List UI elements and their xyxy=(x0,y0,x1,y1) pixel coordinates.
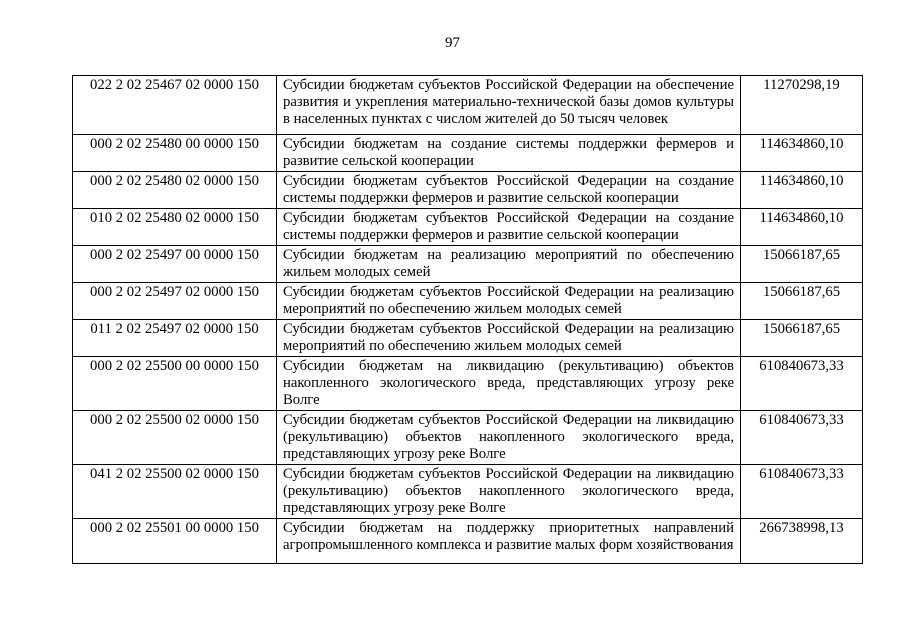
description-cell: Субсидии бюджетам субъектов Российской Федерации на создание системы поддержки фермеров и развитие сельской кооперации xyxy=(277,209,741,246)
budget-table xyxy=(72,75,863,564)
table-row xyxy=(73,172,863,209)
amount-cell: 114634860,10 xyxy=(741,172,863,209)
code-cell: 000 2 02 25500 02 0000 150 xyxy=(73,411,277,465)
description-cell: Субсидии бюджетам на реализацию мероприятий по обеспечению жильем молодых семей xyxy=(277,246,741,283)
table-row xyxy=(73,320,863,357)
code-cell: 022 2 02 25467 02 0000 150 xyxy=(73,76,277,135)
code-cell: 000 2 02 25501 00 0000 150 xyxy=(73,519,277,564)
table-row xyxy=(73,135,863,172)
amount-cell: 610840673,33 xyxy=(741,465,863,519)
description-cell: Субсидии бюджетам субъектов Российской Федерации на ликвидацию (рекультивацию) объектов накопленного экологического вреда, представляющих угрозу реке Волге xyxy=(277,465,741,519)
description-cell: Субсидии бюджетам субъектов Российской Федерации на создание системы поддержки фермеров и развитие сельской кооперации xyxy=(277,172,741,209)
amount-cell: 15066187,65 xyxy=(741,320,863,357)
code-cell: 011 2 02 25497 02 0000 150 xyxy=(73,320,277,357)
description-cell: Субсидии бюджетам субъектов Российской Федерации на обеспечение развития и укрепления материально-технической базы домов культуры в населенных пунктах с числом жителей до 50 тысяч человек xyxy=(277,76,741,135)
amount-cell: 266738998,13 xyxy=(741,519,863,564)
amount-cell: 114634860,10 xyxy=(741,209,863,246)
table-row xyxy=(73,209,863,246)
table-row xyxy=(73,465,863,519)
code-cell: 000 2 02 25480 00 0000 150 xyxy=(73,135,277,172)
code-cell: 000 2 02 25497 02 0000 150 xyxy=(73,283,277,320)
code-cell: 000 2 02 25497 00 0000 150 xyxy=(73,246,277,283)
code-cell: 041 2 02 25500 02 0000 150 xyxy=(73,465,277,519)
description-cell: Субсидии бюджетам субъектов Российской Федерации на ликвидацию (рекультивацию) объектов накопленного экологического вреда, представляющих угрозу реке Волге xyxy=(277,411,741,465)
table-row xyxy=(73,246,863,283)
description-cell: Субсидии бюджетам субъектов Российской Федерации на реализацию мероприятий по обеспечению жильем молодых семей xyxy=(277,320,741,357)
budget-table-body xyxy=(73,76,863,564)
amount-cell: 114634860,10 xyxy=(741,135,863,172)
table-row xyxy=(73,283,863,320)
amount-cell: 15066187,65 xyxy=(741,246,863,283)
table-row xyxy=(73,357,863,411)
code-cell: 000 2 02 25500 00 0000 150 xyxy=(73,357,277,411)
description-cell: Субсидии бюджетам на ликвидацию (рекультивацию) объектов накопленного экологического вреда, представляющих угрозу реке Волге xyxy=(277,357,741,411)
amount-cell: 610840673,33 xyxy=(741,411,863,465)
table-row xyxy=(73,76,863,135)
amount-cell: 610840673,33 xyxy=(741,357,863,411)
page-number: 97 xyxy=(445,35,460,51)
table-row xyxy=(73,411,863,465)
amount-cell: 11270298,19 xyxy=(741,76,863,135)
table-row xyxy=(73,519,863,564)
code-cell: 000 2 02 25480 02 0000 150 xyxy=(73,172,277,209)
code-cell: 010 2 02 25480 02 0000 150 xyxy=(73,209,277,246)
description-cell: Субсидии бюджетам на создание системы поддержки фермеров и развитие сельской кооперации xyxy=(277,135,741,172)
description-cell: Субсидии бюджетам субъектов Российской Федерации на реализацию мероприятий по обеспечению жильем молодых семей xyxy=(277,283,741,320)
amount-cell: 15066187,65 xyxy=(741,283,863,320)
description-cell: Субсидии бюджетам на поддержку приоритетных направлений агропромышленного комплекса и развитие малых форм хозяйствования xyxy=(277,519,741,564)
